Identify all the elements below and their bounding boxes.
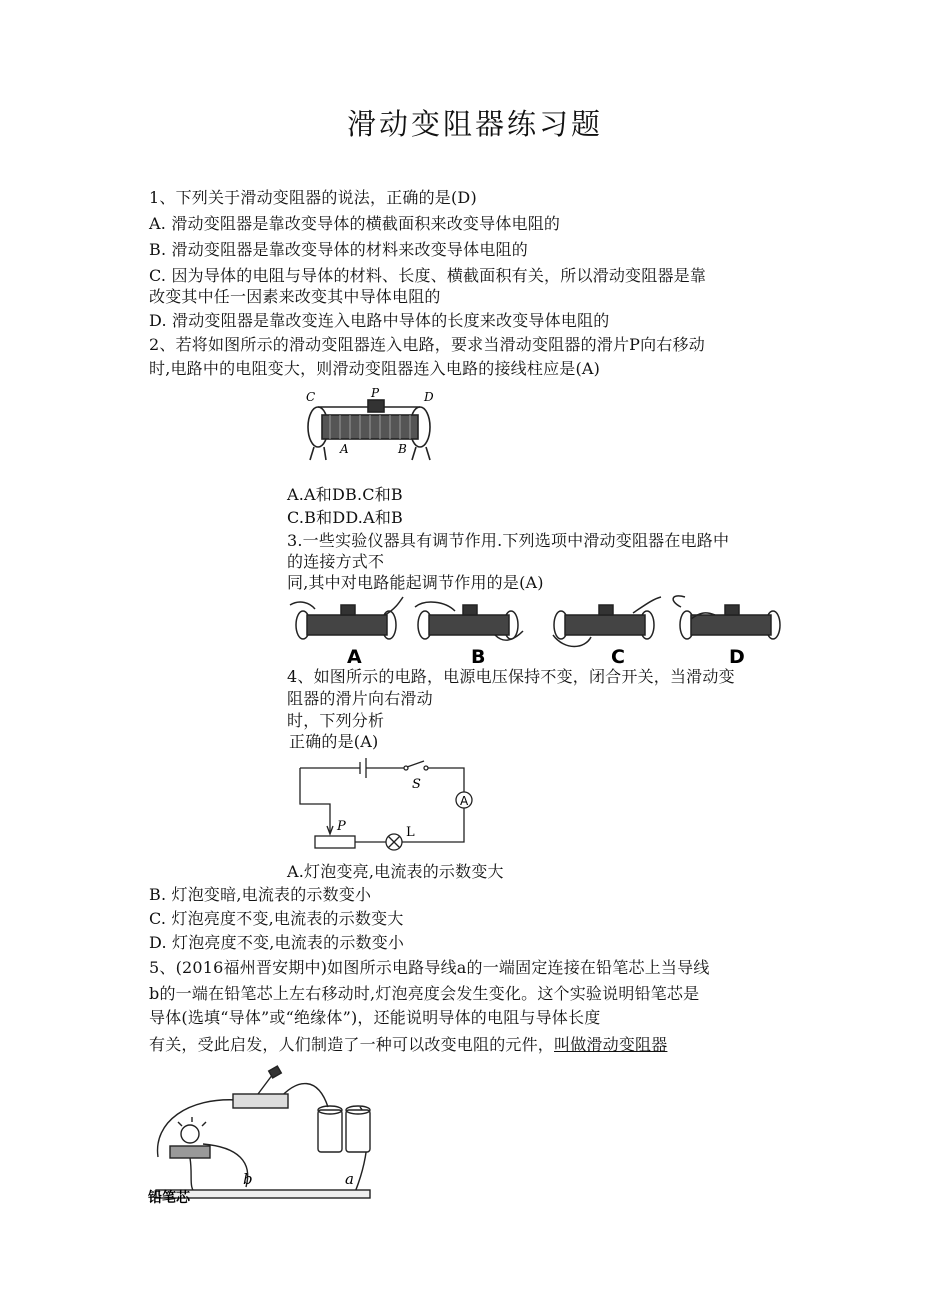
q5-line4-text: 有关，受此启发，人们制造了一种可以改变电阻的元件，: [149, 1035, 555, 1054]
q5-line4: [149, 1034, 667, 1056]
q4-stem-line2: 阻器的滑片向右滑动: [287, 689, 433, 708]
q3-stem-line2: 的连接方式不: [287, 552, 385, 571]
q4-option-b: B. 灯泡变暗,电流表的示数变小: [149, 885, 372, 904]
q1-option-b: B. 滑动变阻器是靠改变导体的材料来改变导体电阻的: [149, 240, 528, 259]
rheostat-figure: [300, 385, 440, 465]
q2-stem-line1: 2、若将如图所示的滑动变阻器连入电路，要求当滑动变阻器的滑片P向右移动: [149, 335, 705, 354]
q1-option-a: A. 滑动变阻器是靠改变导体的横截面积来改变导体电阻的: [149, 214, 561, 233]
q4-option-c: C. 灯泡亮度不变,电流表的示数变大: [149, 909, 404, 928]
q4-switch-label: S: [412, 777, 421, 792]
q5-pencil-core-label: 铅笔芯: [148, 1190, 190, 1206]
q4-stem-line3: 时，下列分析: [287, 711, 385, 730]
q3-stem-line3: 同,其中对电路能起调节作用的是(A): [287, 573, 544, 592]
q4-stem-line1: 4、如图所示的电路，电源电压保持不变，闭合开关，当滑动变: [287, 667, 735, 686]
q3-option-a-label: A: [347, 646, 362, 668]
rheostat-label-p: P: [371, 386, 380, 400]
q5-answer-underlined: 叫做滑动变阻器: [554, 1035, 668, 1054]
q5-line3: 导体(选填“导体”或“绝缘体”)，还能说明导体的电阻与导体长度: [149, 1008, 601, 1027]
q2-options-line1: A.A和DB.C和B: [287, 485, 403, 504]
q3-rheostat-options-figure: [285, 595, 785, 667]
q4-stem-line4: 正确的是(A): [289, 732, 379, 751]
q4-option-a: A.灯泡变亮,电流表的示数变大: [287, 862, 504, 881]
q1-stem: 1、下列关于滑动变阻器的说法，正确的是(D): [149, 188, 477, 207]
q2-options-line2: C.B和DD.A和B: [287, 508, 404, 527]
rheostat-label-d: D: [424, 390, 434, 404]
rheostat-label-a: A: [340, 442, 349, 456]
q5-wire-a-label: a: [345, 1170, 354, 1188]
q5-wire-b-label: b: [243, 1170, 253, 1188]
rheostat-label-b: B: [398, 442, 407, 456]
q1-option-c-line2: 改变其中任一因素来改变其中导体电阻的: [149, 287, 441, 306]
q3-option-b-label: B: [471, 646, 486, 668]
q4-option-d: D. 灯泡亮度不变,电流表的示数变小: [149, 933, 405, 952]
q5-line2: b的一端在铅笔芯上左右移动时,灯泡亮度会发生变化。这个实验说明铅笔芯是: [149, 984, 700, 1003]
page-title: 滑动变阻器练习题: [346, 107, 603, 141]
q5-pencil-lead-circuit: [148, 1062, 388, 1212]
q4-lamp-label: L: [406, 825, 415, 840]
q4-slider-label: P: [337, 819, 346, 834]
q4-ammeter-label: A: [460, 794, 469, 808]
q5-line1: 5、(2016福州晋安期中)如图所示电路导线a的一端固定连接在铅笔芯上当导线: [149, 958, 710, 977]
q4-circuit-diagram: [300, 758, 472, 854]
q2-stem-line2: 时,电路中的电阻变大，则滑动变阻器连入电路的接线柱应是(A): [149, 359, 601, 378]
q3-option-c-label: C: [611, 646, 625, 668]
q3-option-d-label: D: [729, 646, 745, 668]
q1-option-c-line1: C. 因为导体的电阻与导体的材料、长度、横截面积有关，所以滑动变阻器是靠: [149, 266, 707, 285]
q3-stem-line1: 3.一些实验仪器具有调节作用.下列选项中滑动变阻器在电路中: [287, 531, 730, 550]
q1-option-d: D. 滑动变阻器是靠改变连入电路中导体的长度来改变导体电阻的: [149, 311, 610, 330]
rheostat-label-c: C: [306, 390, 316, 404]
